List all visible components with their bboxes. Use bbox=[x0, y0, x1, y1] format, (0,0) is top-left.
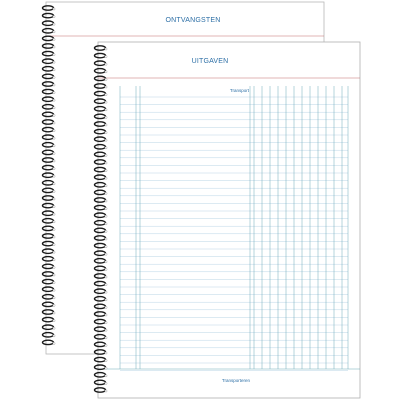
spiral-hole bbox=[105, 306, 107, 308]
spiral-hole bbox=[105, 314, 107, 316]
spiral-hole bbox=[105, 94, 107, 96]
spiral-hole bbox=[105, 352, 107, 354]
spiral-hole bbox=[105, 215, 107, 217]
spiral-hole bbox=[105, 48, 107, 50]
spiral-hole bbox=[105, 360, 107, 362]
spiral-hole bbox=[105, 56, 107, 58]
spiral-hole bbox=[105, 109, 107, 111]
spiral-hole bbox=[105, 147, 107, 149]
spiral-hole bbox=[105, 322, 107, 324]
spiral-hole bbox=[105, 344, 107, 346]
spiral-hole bbox=[105, 268, 107, 270]
spiral-hole bbox=[105, 382, 107, 384]
spiral-hole bbox=[105, 71, 107, 73]
front-notebook-paper bbox=[98, 42, 360, 398]
spiral-hole bbox=[105, 200, 107, 202]
front-notebook-title: UITGAVEN bbox=[191, 58, 229, 65]
spiral-hole bbox=[105, 261, 107, 263]
spiral-hole bbox=[105, 375, 107, 377]
back-notebook-title: ONTVANGSTEN bbox=[165, 17, 221, 24]
spiral-hole bbox=[105, 284, 107, 286]
spiral-hole bbox=[105, 185, 107, 187]
front-notebook-header-label: Transport bbox=[229, 88, 249, 93]
spiral-hole bbox=[105, 230, 107, 232]
spiral-hole bbox=[105, 246, 107, 248]
spiral-hole bbox=[105, 139, 107, 141]
spiral-hole bbox=[105, 154, 107, 156]
spiral-hole bbox=[105, 63, 107, 65]
spiral-hole bbox=[105, 86, 107, 88]
spiral-hole bbox=[105, 177, 107, 179]
spiral-hole bbox=[105, 116, 107, 118]
spiral-hole bbox=[105, 299, 107, 301]
spiral-hole bbox=[105, 390, 107, 392]
spiral-hole bbox=[105, 101, 107, 103]
spiral-hole bbox=[105, 276, 107, 278]
spiral-hole bbox=[105, 291, 107, 293]
spiral-hole bbox=[105, 192, 107, 194]
spiral-hole bbox=[105, 329, 107, 331]
spiral-hole bbox=[105, 223, 107, 225]
spiral-hole bbox=[105, 367, 107, 369]
spiral-hole bbox=[105, 253, 107, 255]
spiral-hole bbox=[105, 124, 107, 126]
spiral-hole bbox=[105, 170, 107, 172]
spiral-hole bbox=[105, 337, 107, 339]
spiral-hole bbox=[105, 78, 107, 80]
spiral-hole bbox=[105, 162, 107, 164]
spiral-hole bbox=[105, 208, 107, 210]
spiral-hole bbox=[105, 132, 107, 134]
spiral-hole bbox=[105, 238, 107, 240]
front-notebook-footer-label: Transporteren bbox=[221, 378, 250, 383]
